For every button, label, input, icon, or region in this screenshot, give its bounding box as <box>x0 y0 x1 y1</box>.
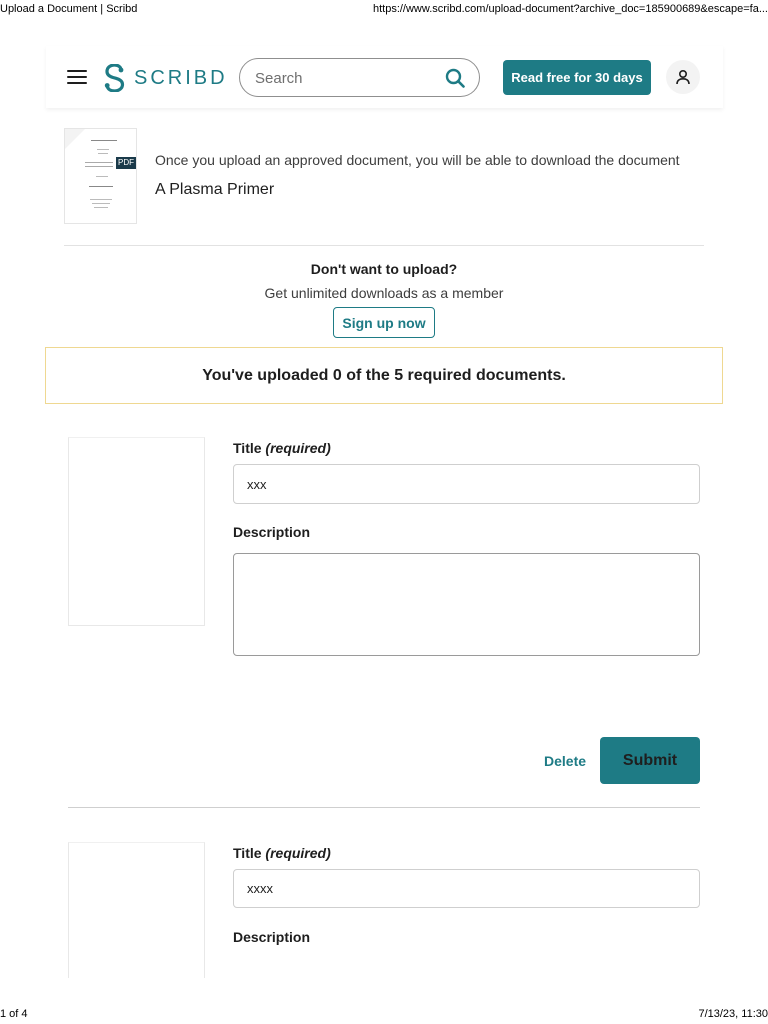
scribd-logo[interactable] <box>104 64 228 92</box>
description-label: Description <box>233 524 311 540</box>
profile-button[interactable] <box>666 60 700 94</box>
upload-form-2 <box>68 842 700 978</box>
print-page-title: Upload a Document | Scribd <box>0 3 138 15</box>
document-thumbnail <box>64 128 137 224</box>
hamburger-menu-icon[interactable] <box>67 69 87 85</box>
print-datetime: 7/13/23, 11:30 <box>698 1008 768 1020</box>
title-label-text: Title <box>233 845 262 861</box>
sign-up-button[interactable]: Sign up now <box>333 307 434 338</box>
search-box <box>239 58 480 97</box>
upsell-heading: Don't want to upload? <box>310 261 458 277</box>
upload-thumbnail <box>68 437 205 626</box>
site-header <box>46 46 723 108</box>
title-input[interactable] <box>233 464 700 504</box>
submit-button[interactable]: Submit <box>600 737 700 784</box>
pdf-badge: PDF <box>118 158 134 167</box>
download-notice: Once you upload an approved document, you will be able to download the document <box>155 152 680 168</box>
print-header <box>0 0 768 20</box>
print-page-number: 1 of 4 <box>0 1008 28 1020</box>
upload-progress-text: You've uploaded 0 of the 5 required documents. <box>202 366 566 384</box>
user-profile-icon <box>675 69 691 85</box>
required-indicator: (required) <box>265 440 331 456</box>
required-indicator: (required) <box>265 845 331 861</box>
upload-thumbnail <box>68 842 205 978</box>
description-textarea[interactable] <box>233 553 700 656</box>
scribd-logo-text: SCRIBD <box>134 66 228 89</box>
read-free-button[interactable]: Read free for 30 days <box>503 60 651 95</box>
title-input[interactable] <box>233 869 700 908</box>
upload-progress-banner <box>45 347 723 404</box>
title-label <box>233 440 331 456</box>
scribd-logo-icon <box>104 64 126 92</box>
title-label <box>233 845 331 861</box>
search-icon[interactable] <box>445 68 465 88</box>
membership-upsell <box>0 258 768 338</box>
document-row <box>64 128 704 246</box>
print-footer <box>0 1004 768 1024</box>
upsell-subtext: Get unlimited downloads as a member <box>264 285 504 301</box>
description-label: Description <box>233 929 311 945</box>
delete-button[interactable]: Delete <box>544 753 587 769</box>
search-input[interactable] <box>255 67 440 89</box>
document-title: A Plasma Primer <box>155 181 275 198</box>
print-page-url: https://www.scribd.com/upload-document?archive_doc=185900689&escape=fa... <box>372 3 768 15</box>
title-label-text: Title <box>233 440 262 456</box>
form-divider <box>68 807 700 808</box>
upload-form-1 <box>68 437 700 787</box>
